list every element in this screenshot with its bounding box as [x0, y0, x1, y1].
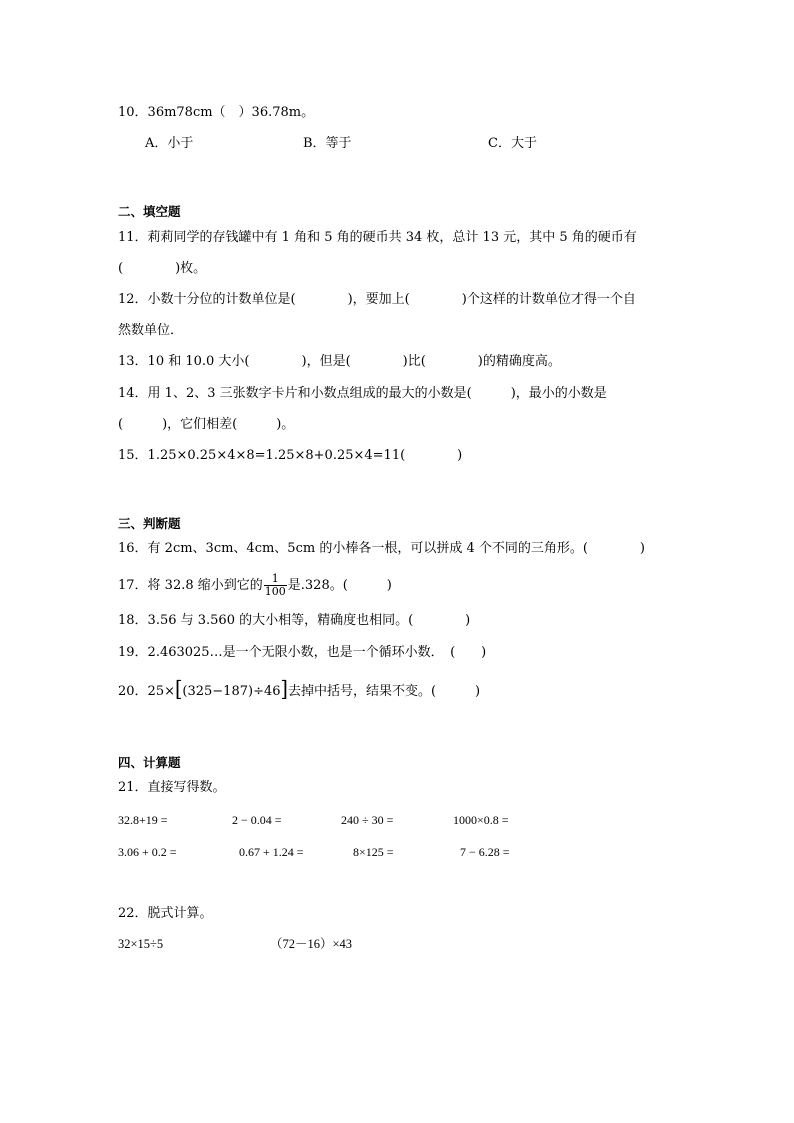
q21-item-7: 8×125 = [353, 845, 394, 859]
question-11-line-2: ( )枚。 [118, 261, 207, 276]
q21-item-4: 1000×0.8 = [453, 813, 509, 827]
question-14-line-1: 14．用 1、2、3 三张数字卡片和小数点组成的最大的小数是( )，最小的小数是 [118, 386, 607, 401]
question-20-number: 20． [118, 684, 148, 699]
question-10-option-b[interactable]: B．等于 [303, 136, 352, 151]
question-12-line-2: 然数单位． [118, 323, 184, 338]
q22-item-1: 32×15÷5 [118, 937, 164, 951]
section-3-title: 三、判断题 [118, 516, 181, 531]
question-20-text-post: 去掉中括号，结果不变。( ) [287, 684, 481, 699]
question-17-text-post: 是.328。( ) [287, 578, 392, 593]
left-bracket-icon: [ [174, 676, 183, 702]
q21-item-6: 0.67 + 1.24 = [239, 845, 304, 859]
question-17-text-pre: 17．将 32.8 缩小到它的 [118, 578, 263, 593]
question-18: 18．3.56 与 3.560 的大小相等，精确度也相同。( ) [118, 613, 471, 628]
question-20-expr-prefix: 25× [147, 684, 175, 699]
question-21: 21．直接写得数。 [118, 780, 226, 795]
q21-item-2: 2 − 0.04 = [232, 813, 282, 827]
question-10-option-a[interactable]: A．小于 [145, 136, 194, 151]
question-17-fraction [264, 573, 287, 598]
right-bracket-icon: ] [280, 676, 288, 702]
question-14-line-2: ( )，它们相差( )。 [118, 417, 295, 432]
question-20-expr-inner: (325−187)÷46 [182, 684, 281, 699]
question-15: 15．1.25×0.25×4×8=1.25×8+0.25×4=11( ) [118, 448, 463, 463]
q21-item-1: 32.8+19 = [118, 813, 168, 827]
question-17 [118, 573, 392, 598]
question-22: 22．脱式计算。 [118, 906, 213, 921]
q22-item-2: （72－16）×43 [270, 937, 353, 951]
question-20 [118, 676, 481, 702]
section-4-title: 四、计算题 [118, 755, 181, 770]
question-16: 16．有 2cm、3cm、4cm、5cm 的小棒各一根，可以拼成 4 个不同的三角形。( ) [118, 541, 646, 556]
q21-item-5: 3.06 + 0.2 = [118, 845, 177, 859]
question-10-option-c[interactable]: C．大于 [488, 136, 537, 151]
section-2-title: 二、填空题 [118, 204, 181, 219]
fraction-denominator: 100 [264, 585, 286, 598]
question-12-line-1: 12．小数十分位的计数单位是( )，要加上( )个这样的计数单位才得一个自 [118, 292, 636, 307]
question-10-stem: 10．36m78cm（ ）36.78m。 [118, 105, 315, 120]
question-19: 19．2.463025…是一个无限小数，也是一个循环小数． ( ) [118, 645, 487, 660]
q21-item-3: 240 ÷ 30 = [341, 813, 394, 827]
question-11-line-1: 11．莉莉同学的存钱罐中有 1 角和 5 角的硬币共 34 枚，总计 13 元，其中 5 角的硬币有 [118, 230, 637, 245]
question-13: 13．10 和 10.0 大小( )，但是( )比( )的精确度高。 [118, 354, 561, 369]
q21-item-8: 7 − 6.28 = [460, 845, 510, 859]
fraction-numerator: 1 [264, 573, 287, 586]
